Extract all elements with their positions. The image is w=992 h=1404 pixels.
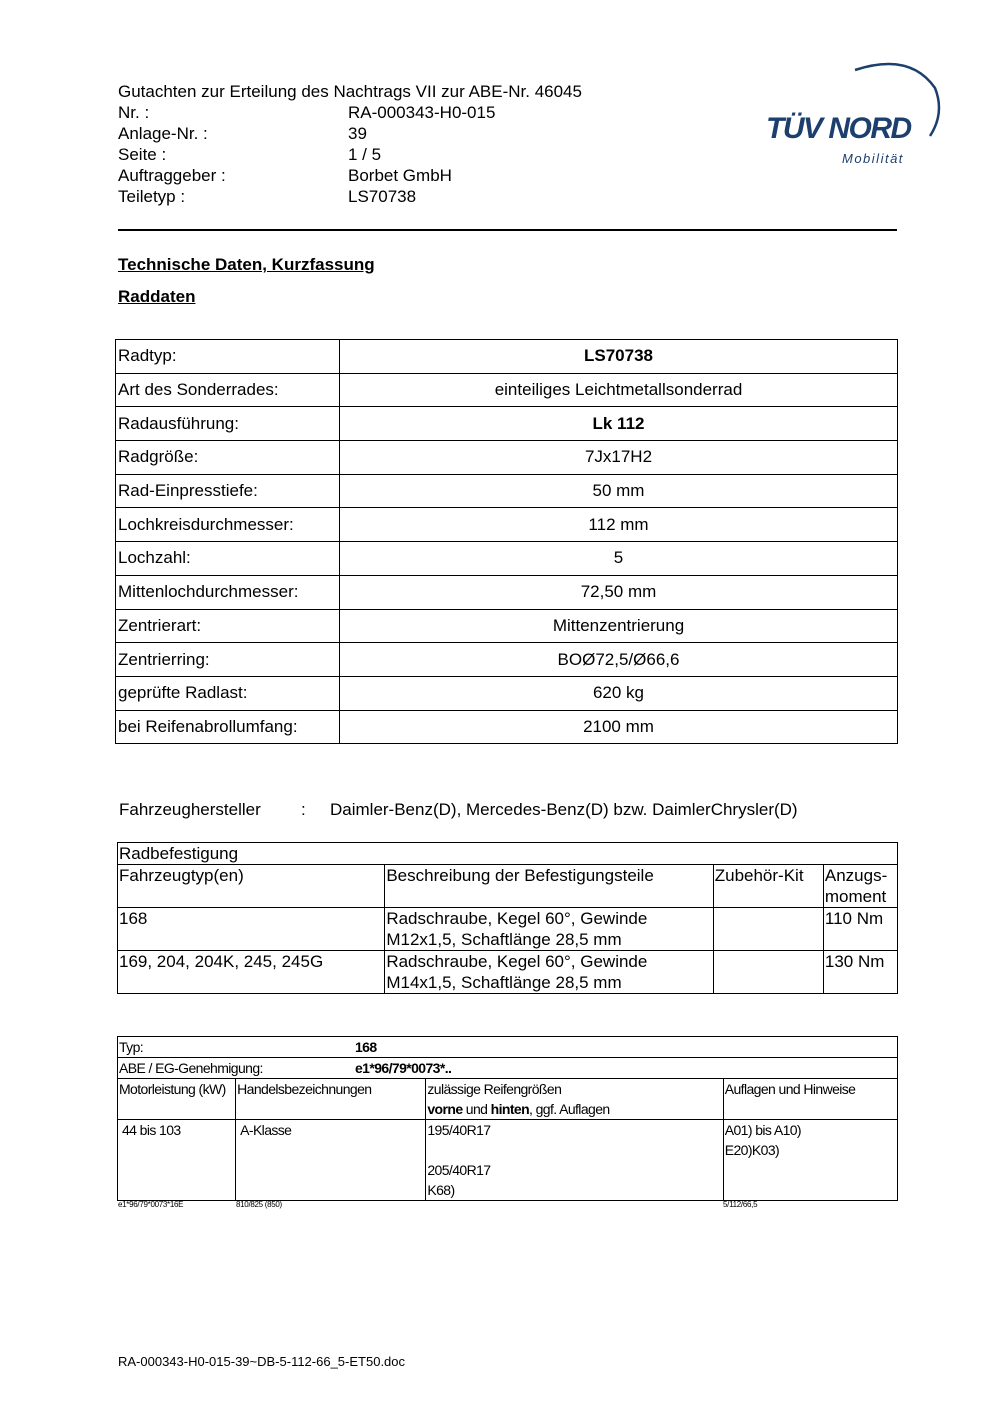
raddaten-table — [115, 339, 898, 744]
logo-wordmark: TÜV NORD — [766, 112, 911, 145]
typ-row — [118, 1037, 898, 1058]
header-row-seite — [118, 144, 495, 165]
header-key: Auftraggeber : — [118, 166, 226, 185]
table-row — [116, 407, 898, 441]
tyre-size: 195/40R17 — [427, 1122, 491, 1138]
row-label: Lochkreisdurchmesser: — [116, 508, 340, 542]
row-label: Zentrierart: — [116, 609, 340, 643]
header-title: Gutachten zur Erteilung des Nachtrags VII zur ABE-Nr. 46045 — [118, 82, 582, 101]
row-value: LS70738 — [340, 340, 898, 374]
table-row — [116, 643, 898, 677]
logo-subtitle: Mobilität — [842, 151, 904, 166]
condition-line: E20)K03) — [724, 1142, 780, 1158]
typ-table — [117, 1036, 898, 1201]
row-value: 5 — [340, 542, 898, 576]
description-line: M14x1,5, Schaftlänge 28,5 mm — [386, 973, 622, 992]
row-label: Mittenlochdurchmesser: — [116, 575, 340, 609]
table-row — [116, 609, 898, 643]
abe-row — [118, 1058, 898, 1079]
description-line: Radschraube, Kegel 60°, Gewinde — [386, 952, 648, 971]
header-key: Anlage-Nr. : — [118, 124, 208, 143]
row-value: Lk 112 — [340, 407, 898, 441]
manufacturer-value: Daimler-Benz(D), Mercedes-Benz(D) bzw. DaimlerChrysler(D) — [330, 800, 798, 819]
reifen-rest: , ggf. Auflagen — [529, 1101, 610, 1117]
row-value: 72,50 mm — [340, 575, 898, 609]
column-header: Anzugs-moment — [823, 865, 897, 908]
table-row — [116, 474, 898, 508]
row-label: Radausführung: — [116, 407, 340, 441]
table-row — [116, 676, 898, 710]
description-line: M12x1,5, Schaftlänge 28,5 mm — [386, 930, 622, 949]
accessory-kit — [713, 951, 823, 994]
radbefestigung-table — [117, 842, 898, 994]
row-value: 50 mm — [340, 474, 898, 508]
description-line: Radschraube, Kegel 60°, Gewinde — [386, 909, 648, 928]
tiny-note-approval: e1*96/79*0073*16E — [118, 1200, 184, 1209]
radbefestigung-title: Radbefestigung — [118, 843, 898, 865]
header-row-teiletyp — [118, 186, 495, 207]
vehicle-types: 168 — [118, 908, 385, 951]
header-key: Nr. : — [118, 103, 150, 122]
header-value: RA-000343-H0-015 — [348, 103, 496, 122]
column-header: Auflagen und Hinweise — [723, 1079, 897, 1120]
table-row — [116, 710, 898, 744]
column-header: Motorleistung (kW) — [118, 1079, 236, 1120]
typ-label: Typ: — [119, 1039, 144, 1055]
condition-line: A01) bis A10) — [724, 1122, 801, 1138]
row-label: bei Reifenabrollumfang: — [116, 710, 340, 744]
typ-cell — [118, 1037, 898, 1058]
tyre-note: K68) — [427, 1182, 455, 1198]
typ-value: 168 — [355, 1039, 377, 1055]
reifen-und: und — [462, 1101, 491, 1117]
column-header: Zubehör-Kit — [713, 865, 823, 908]
header-value: 39 — [348, 124, 367, 143]
row-label: Zentrierring: — [116, 643, 340, 677]
manufacturer-separator: : — [301, 800, 306, 819]
row-value: 2100 mm — [340, 710, 898, 744]
section-title-raddaten: Raddaten — [118, 287, 196, 306]
torque: 110 Nm — [823, 908, 897, 951]
tuv-nord-logo — [760, 58, 945, 170]
table-row — [118, 951, 898, 994]
row-label: Art des Sonderrades: — [116, 373, 340, 407]
fastener-description — [385, 908, 713, 951]
row-value: einteiliges Leichtmetallsonderrad — [340, 373, 898, 407]
torque: 130 Nm — [823, 951, 897, 994]
table-header-row — [118, 865, 898, 908]
row-label: Lochzahl: — [116, 542, 340, 576]
abe-cell — [118, 1058, 898, 1079]
header-divider — [118, 229, 897, 231]
row-value: BOØ72,5/Ø66,6 — [340, 643, 898, 677]
table-row — [116, 441, 898, 475]
header-row-auftraggeber — [118, 165, 495, 186]
motor-power: 44 bis 103 — [118, 1120, 236, 1201]
header-row-nr — [118, 102, 495, 123]
reifen-hinten: hinten — [490, 1101, 530, 1117]
tiny-note-codes: 810/825 (850) — [236, 1200, 282, 1209]
header-key: Seite : — [118, 145, 167, 164]
conditions — [723, 1120, 897, 1201]
row-label: Rad-Einpresstiefe: — [116, 474, 340, 508]
table-row — [118, 908, 898, 951]
row-value: 620 kg — [340, 676, 898, 710]
fastener-description — [385, 951, 713, 994]
trade-name: A-Klasse — [236, 1120, 426, 1201]
tyre-size: 205/40R17 — [427, 1162, 491, 1178]
header-value: LS70738 — [348, 187, 417, 206]
tiny-note-spec: 5/112/66,5 — [723, 1200, 758, 1209]
footer-filename: RA-000343-H0-015-39~DB-5-112-66_5-ET50.doc — [118, 1354, 406, 1369]
manufacturer-label: Fahrzeughersteller — [119, 800, 261, 819]
header-row-anlage — [118, 123, 495, 144]
abe-label: ABE / EG-Genehmigung: — [119, 1060, 263, 1076]
vehicle-types: 169, 204, 204K, 245, 245G — [118, 951, 385, 994]
spacer — [427, 1140, 721, 1160]
reifen-vorne: vorne — [427, 1101, 463, 1117]
row-value: Mittenzentrierung — [340, 609, 898, 643]
abe-value: e1*96/79*0073*.. — [355, 1060, 452, 1076]
column-header — [426, 1079, 723, 1120]
tyre-sizes — [426, 1120, 723, 1201]
column-header: Fahrzeugtyp(en) — [118, 865, 385, 908]
row-label: Radgröße: — [116, 441, 340, 475]
table-title-row — [118, 843, 898, 865]
table-row — [116, 340, 898, 374]
column-header: Handelsbezeichnungen — [236, 1079, 426, 1120]
header-rows — [118, 102, 495, 207]
header-value: Borbet GmbH — [348, 166, 452, 185]
row-label: Radtyp: — [116, 340, 340, 374]
row-value: 112 mm — [340, 508, 898, 542]
accessory-kit — [713, 908, 823, 951]
table-header-row — [118, 1079, 898, 1120]
reifen-header-line2 — [427, 1099, 721, 1119]
row-label: geprüfte Radlast: — [116, 676, 340, 710]
table-row — [116, 508, 898, 542]
table-row — [116, 542, 898, 576]
table-row — [116, 373, 898, 407]
reifen-header-line: zulässige Reifengrößen — [427, 1081, 562, 1097]
header-value: 1 / 5 — [348, 145, 382, 164]
column-header: Beschreibung der Befestigungsteile — [385, 865, 713, 908]
header-key: Teiletyp : — [118, 187, 186, 206]
table-row — [116, 575, 898, 609]
row-value: 7Jx17H2 — [340, 441, 898, 475]
table-row — [118, 1120, 898, 1201]
section-title-technische-daten: Technische Daten, Kurzfassung — [118, 255, 375, 274]
